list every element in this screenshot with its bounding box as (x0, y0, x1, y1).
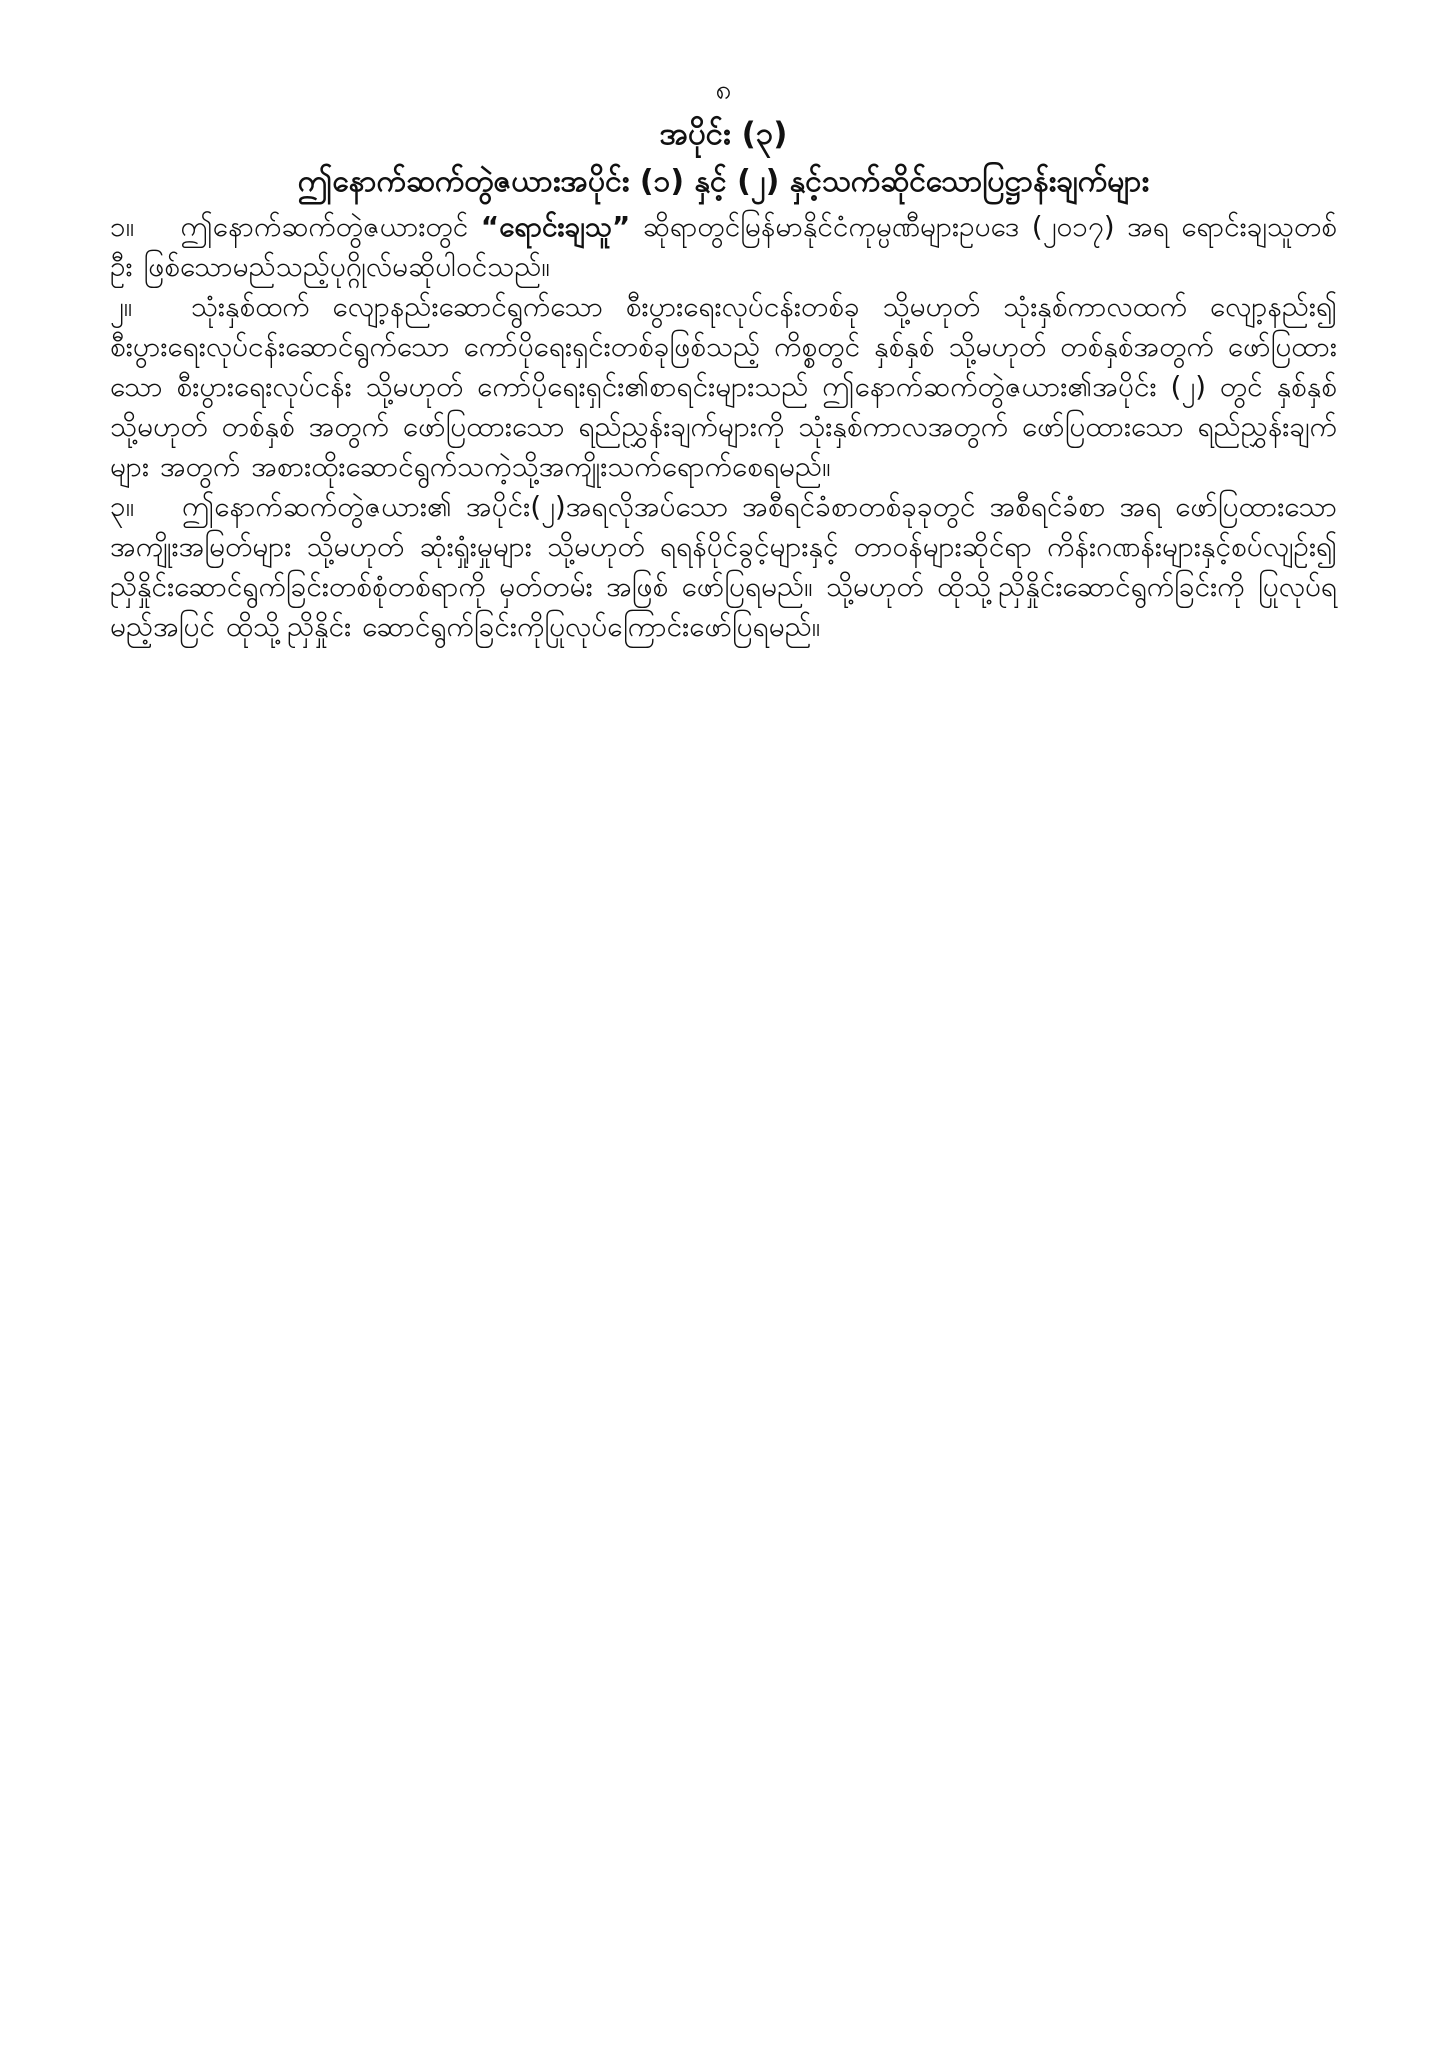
paragraph-text: ဆိုရာတွင်မြန်မာနိုင်ငံကုမ္ပဏီများဥပဒေ (၂၀၁၇) အရ ရောင်းချသူတစ်ဦး ဖြစ်သောမည်သည့်ပုဂ္ဂိုလ်မဆိုပါဝင်သည်။ (110, 210, 1338, 283)
document-body (110, 207, 1337, 647)
paragraph-text: ဤနောက်ဆက်တွဲဇယားတွင် (180, 210, 469, 243)
paragraph-number: ၂။ (110, 290, 133, 323)
section-heading: ဤနောက်ဆက်တွဲဇယားအပိုင်း (၁) နှင့် (၂) နှင့်သက်ဆိုင်သောပြဋ္ဌာန်းချက်များ (297, 164, 1150, 199)
paragraph-1 (110, 207, 1337, 287)
defined-term: “ရောင်းချသူ” (480, 210, 631, 243)
paragraph-number: ၃။ (110, 490, 135, 523)
page-number: ၈ (715, 73, 732, 106)
part-title: အပိုင်း (၃) (659, 116, 788, 152)
paragraph-number: ၁။ (110, 210, 135, 243)
paragraph-text: သုံးနှစ်ထက် လျော့နည်းဆောင်ရွက်သော စီးပွားရေးလုပ်ငန်းတစ်ခု သို့မဟုတ် သုံးနှစ်ကာလထက် လျော့နည်း၍ စီးပွားရေးလုပ်ငန်းဆောင်ရွက်သော ကော်ပိုရေးရှင်းတစ်ခုဖြစ်သည့် ကိစ္စတွင် နှစ်နှစ် သို့မဟုတ် တစ်နှစ်အတွက် ဖော်ပြထားသော စီးပွားရေးလုပ်ငန်း သို့မဟုတ် ကော်ပိုရေးရှင်း၏စာရင်းများသည် ဤနောက်ဆက်တွဲဇယား၏အပိုင်း (၂) တွင် နှစ်နှစ် သို့မဟုတ် တစ်နှစ် အတွက် ဖော်ပြထားသော ရည်ညွှန်းချက်များကို သုံးနှစ်ကာလအတွက် ဖော်ပြထားသော ရည်ညွှန်းချက်များ အတွက် အစားထိုးဆောင်ရွက်သကဲ့သို့အကျိုးသက်ရောက်စေရမည်။ (110, 290, 1337, 483)
paragraph-text: ဤနောက်ဆက်တွဲဇယား၏ အပိုင်း(၂)အရလိုအပ်သော အစီရင်ခံစာတစ်ခုခုတွင် အစီရင်ခံစာ အရ ဖော်ပြထားသော အကျိုးအမြတ်များ သို့မဟုတ် ဆုံးရှုံးမှုများ သို့မဟုတ် ရရန်ပိုင်ခွင့်များနှင့် တာဝန်များဆိုင်ရာ ကိန်းဂဏန်းများနှင့်စပ်လျဉ်း၍ ညှိနှိုင်းဆောင်ရွက်ခြင်းတစ်စုံတစ်ရာကို မှတ်တမ်း အဖြစ် ဖော်ပြရမည်။ သို့မဟုတ် ထိုသို့ညှိနှိုင်းဆောင်ရွက်ခြင်းကို ပြုလုပ်ရမည့်အပြင် ထိုသို့ညှိနှိုင်း ဆောင်ရွက်ခြင်းကိုပြုလုပ်ကြောင်းဖော်ပြရမည်။ (110, 490, 1337, 643)
paragraph-3 (110, 487, 1337, 647)
paragraph-2 (110, 287, 1337, 487)
